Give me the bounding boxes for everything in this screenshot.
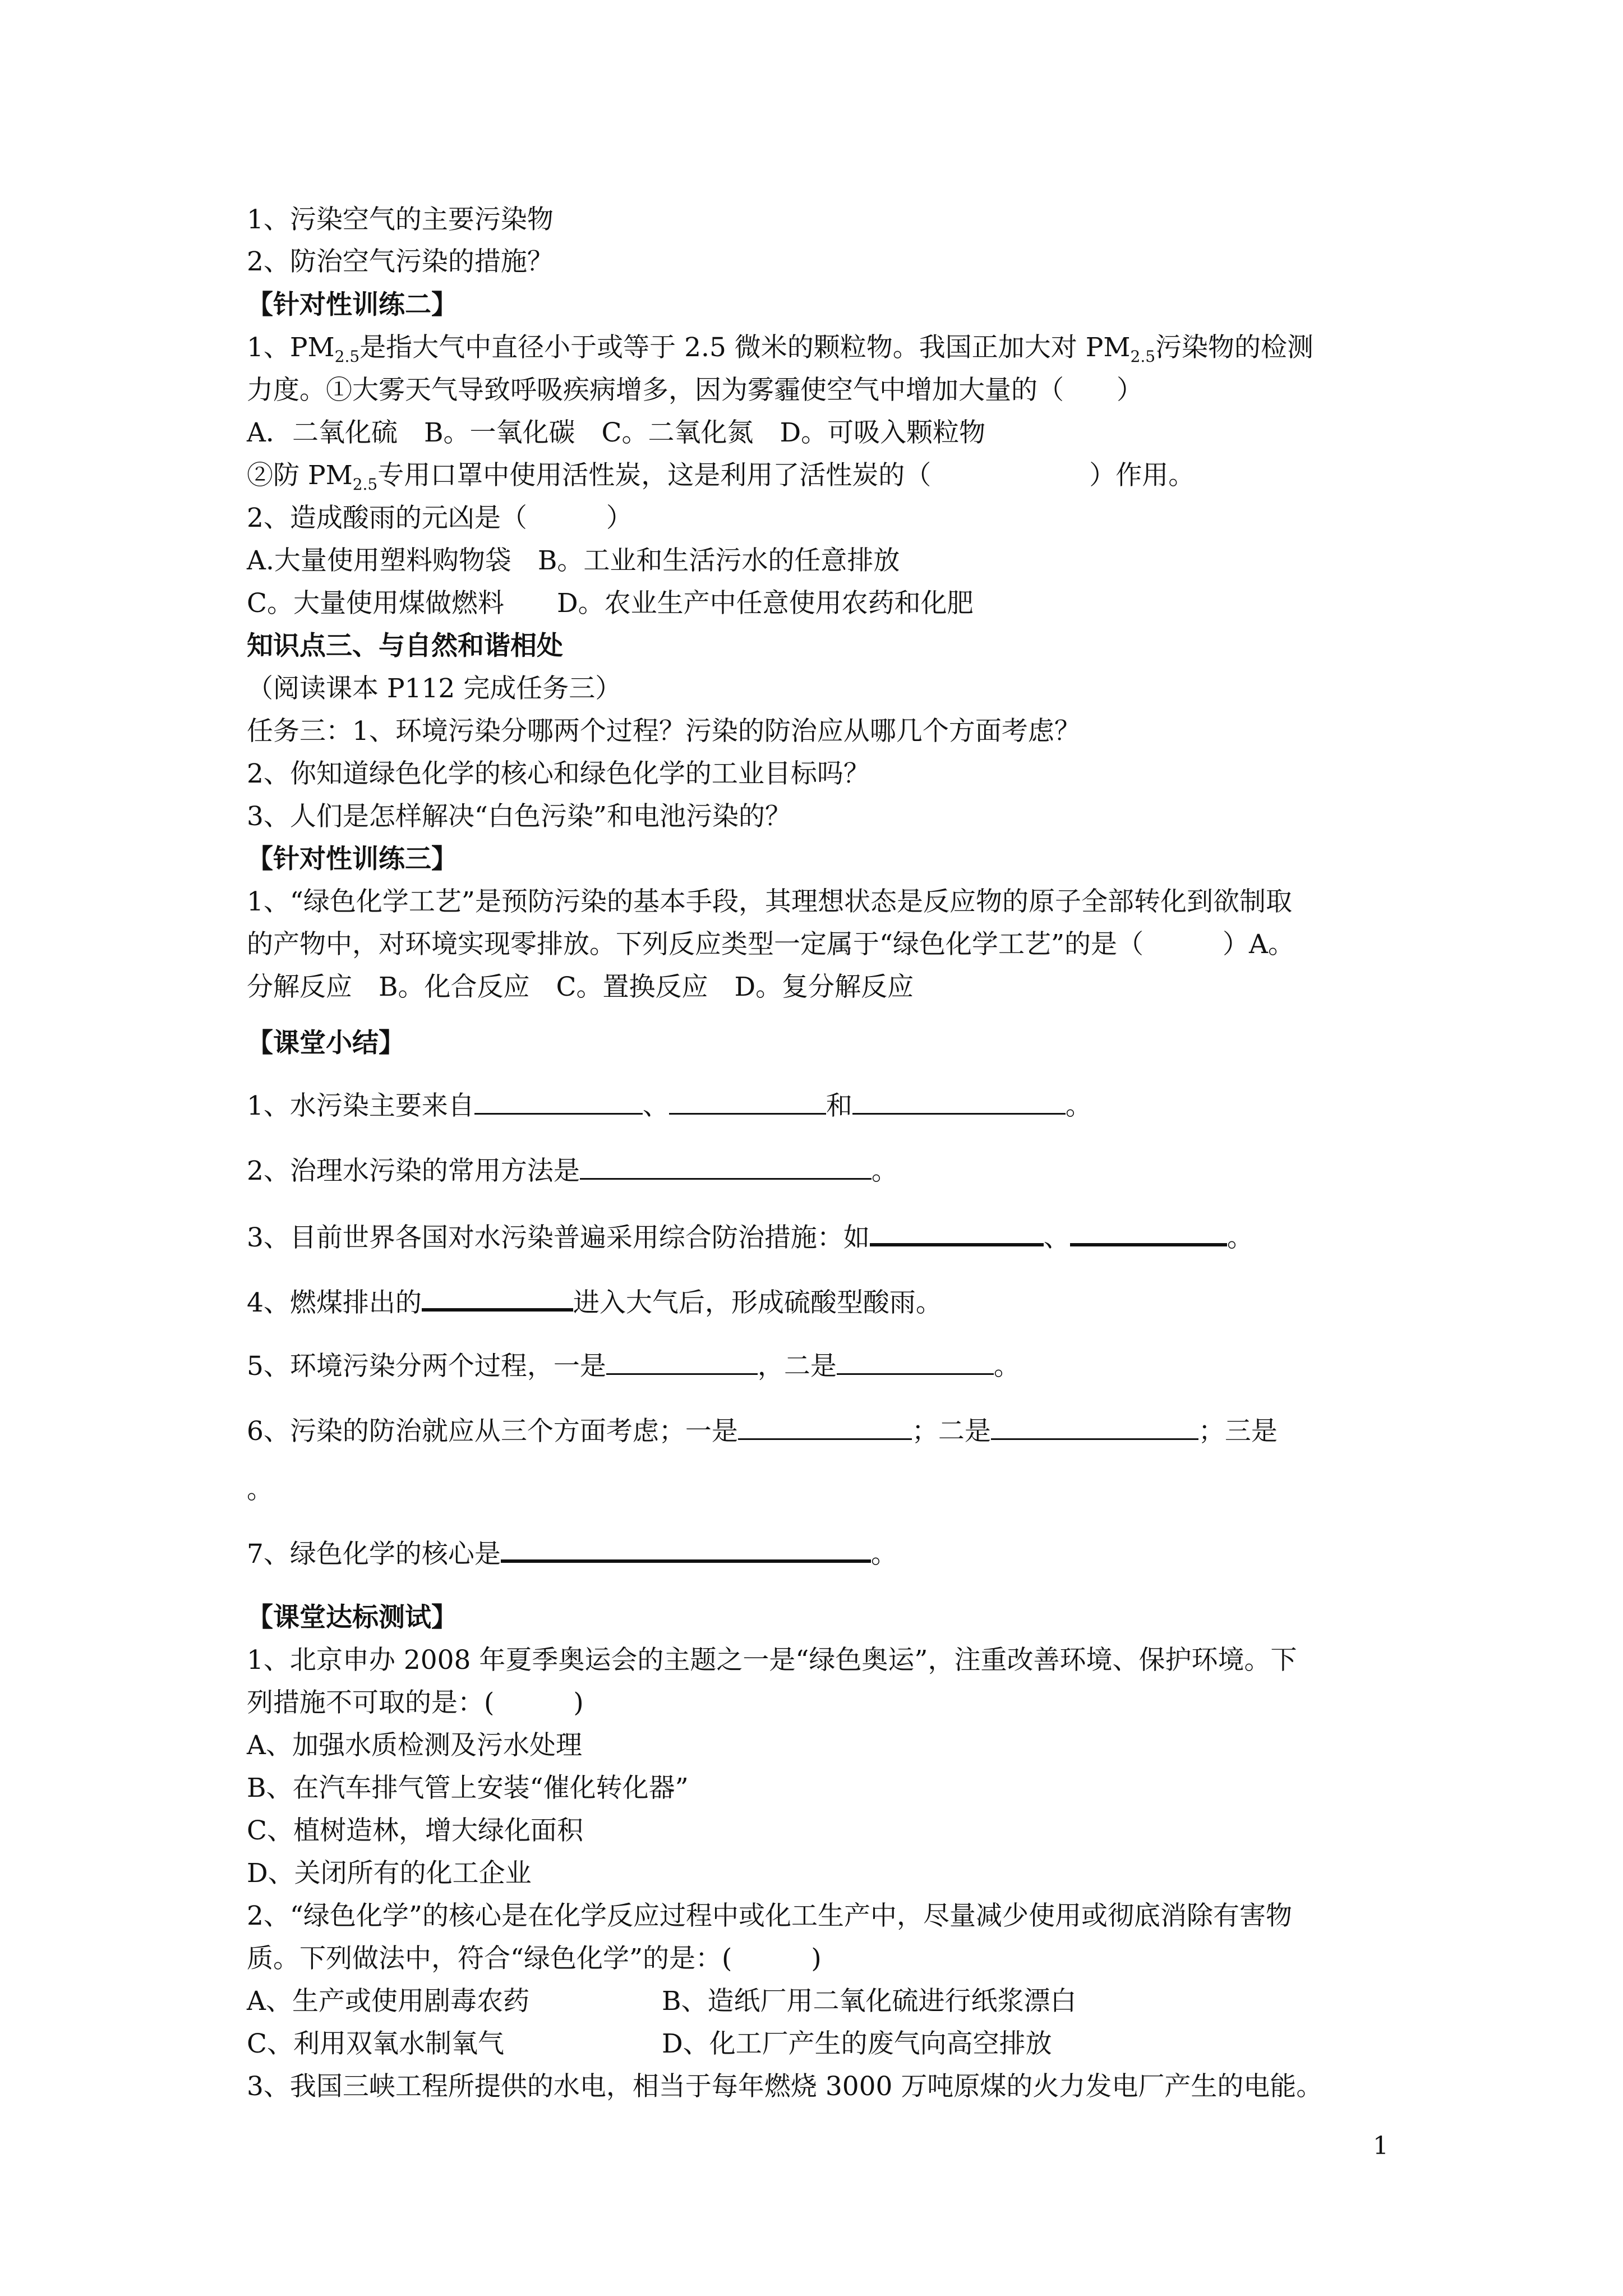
question-line: 质。下列做法中，符合“绿色化学”的是：( ) bbox=[247, 1943, 822, 1974]
question-line: ②防 $PM_{2.5}$专用口罩中使用活性炭，这是利用了活性炭的（ ）作用。 bbox=[247, 460, 1195, 494]
answer-blank bbox=[606, 1347, 758, 1375]
choice-line: A.大量使用塑料购物袋 B。工业和生活污水的任意排放 bbox=[247, 545, 900, 576]
section-heading: 知识点三、与自然和谐相处 bbox=[247, 631, 563, 661]
section-heading: 【课堂小结】 bbox=[247, 1028, 405, 1059]
question-line: 1、$PM_{2.5}$是指大气中直径小于或等于 2.5 微米的颗粒物。我国正加大对 $PM_{2.5}$污染物的检测 bbox=[247, 332, 1314, 366]
question-line: 的产物中，对环境实现零排放。下列反应类型一定属于“绿色化学工艺”的是（ ）A。 bbox=[247, 929, 1294, 960]
question-line: 3、我国三峡工程所提供的水电，相当于每年燃烧 3000 万吨原煤的火力发电厂产生的电能。 bbox=[247, 2071, 1323, 2102]
question-line: 1、“绿色化学工艺”是预防污染的基本手段，其理想状态是反应物的原子全部转化到欲制取 bbox=[247, 886, 1292, 917]
answer-blank bbox=[474, 1087, 643, 1115]
section-heading: 【课堂达标测试】 bbox=[247, 1602, 458, 1633]
summary-line: 6、污染的防治就应从三个方面考虑；一是 ；二是 ；三是 bbox=[247, 1412, 1385, 1448]
choice-line: D、关闭所有的化工企业 bbox=[247, 1858, 532, 1889]
summary-line: 2、治理水污染的常用方法是 。 bbox=[247, 1152, 1385, 1188]
choice-line: A．二氧化硫 B。一氧化碳 C。二氧化氮 D。可吸入颗粒物 bbox=[247, 417, 986, 448]
summary-line: 3、目前世界各国对水污染普遍采用综合防治措施：如 、 。 bbox=[247, 1217, 1385, 1255]
choice-line: A、生产或使用剧毒农药 B、造纸厂用二氧化硫进行纸浆漂白 bbox=[247, 1986, 1077, 2017]
question-line: 2、“绿色化学”的核心是在化学反应过程中或化工生产中，尽量减少使用或彻底消除有害物 bbox=[247, 1901, 1292, 1931]
page-number: 1 bbox=[1373, 2132, 1389, 2160]
answer-blank bbox=[852, 1087, 1066, 1115]
text-line: 3、人们是怎样解决“白色污染”和电池污染的？ bbox=[247, 801, 791, 832]
question-line: 力度。①大雾天气导致呼吸疾病增多，因为雾霾使空气中增加大量的（ ） bbox=[247, 375, 1143, 406]
choice-line: C、利用双氧水制氧气 D、化工厂产生的废气向高空排放 bbox=[247, 2028, 1052, 2059]
text-line: 2、你知道绿色化学的核心和绿色化学的工业目标吗？ bbox=[247, 758, 870, 789]
text-line: 任务三：1、环境污染分哪两个过程？污染的防治应从哪几个方面考虑？ bbox=[247, 716, 1081, 747]
choice-line: C。大量使用煤做燃料 D。农业生产中任意使用农药和化肥 bbox=[247, 588, 974, 619]
choice-line: B、在汽车排气管上安装“催化转化器” bbox=[247, 1773, 689, 1803]
choice-line: C、植树造林，增大绿化面积 bbox=[247, 1815, 583, 1846]
summary-line: 7、绿色化学的核心是 。 bbox=[247, 1534, 1385, 1571]
answer-blank bbox=[669, 1087, 826, 1115]
text-line: 2、防治空气污染的措施？ bbox=[247, 246, 554, 277]
answer-blank bbox=[422, 1282, 573, 1312]
answer-blank bbox=[580, 1152, 872, 1180]
text-line: （阅读课本 P112 完成任务三） bbox=[247, 673, 622, 704]
answer-blank bbox=[501, 1534, 871, 1563]
answer-blank bbox=[991, 1412, 1198, 1440]
answer-blank bbox=[1070, 1217, 1227, 1246]
section-heading: 【针对性训练二】 bbox=[247, 289, 458, 320]
summary-line: 1、水污染主要来自 、 和 。 bbox=[247, 1087, 1385, 1123]
question-line: 列措施不可取的是：( ) bbox=[247, 1687, 584, 1718]
summary-line: 5、环境污染分两个过程，一是 ，二是 。 bbox=[247, 1347, 1385, 1383]
summary-line: 4、燃煤排出的 进入大气后，形成硫酸型酸雨。 bbox=[247, 1282, 1385, 1320]
choice-line: 分解反应 B。化合反应 C。置换反应 D。复分解反应 bbox=[247, 972, 914, 1002]
answer-blank bbox=[837, 1347, 994, 1375]
question-line: 2、造成酸雨的元凶是（ ） bbox=[247, 503, 633, 533]
text-line: 1、污染空气的主要污染物 bbox=[247, 204, 554, 235]
question-line: 1、北京申办 2008 年夏季奥运会的主题之一是“绿色奥运”，注重改善环境、保护环境。下 bbox=[247, 1645, 1297, 1676]
answer-blank bbox=[870, 1217, 1044, 1246]
choice-line: A、加强水质检测及污水处理 bbox=[247, 1730, 582, 1761]
section-heading: 【针对性训练三】 bbox=[247, 844, 458, 875]
answer-blank bbox=[738, 1412, 912, 1440]
summary-line: 。 bbox=[247, 1474, 273, 1505]
